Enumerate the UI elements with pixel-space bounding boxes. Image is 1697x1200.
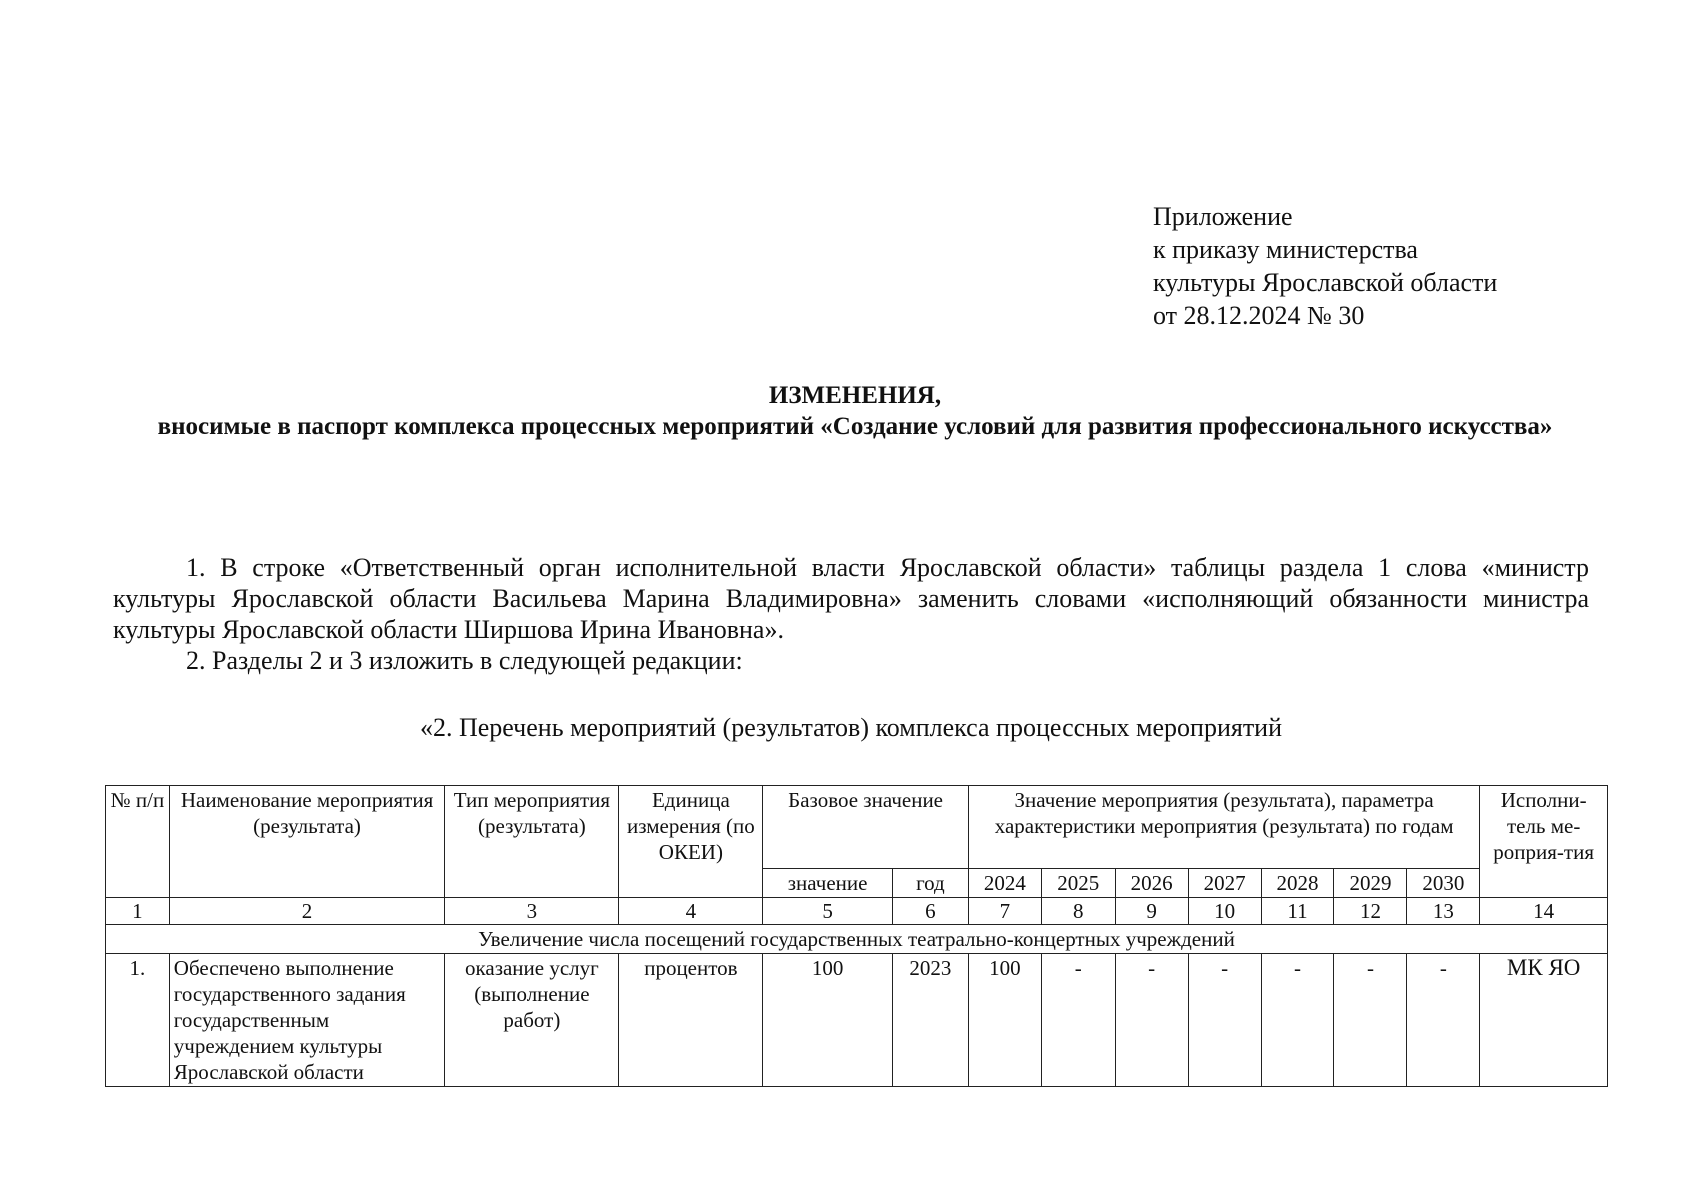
- row-unit: процентов: [619, 954, 763, 1087]
- header-year: 2029: [1334, 869, 1407, 898]
- header-executor: Исполни-тель ме-роприя-тия: [1480, 786, 1608, 898]
- header-unit: Единица измерения (по ОКЕИ): [619, 786, 763, 898]
- row-base-value: 100: [763, 954, 893, 1087]
- column-number: 9: [1115, 898, 1188, 925]
- column-number: 5: [763, 898, 893, 925]
- body-text: [113, 552, 1589, 676]
- row-name: Обеспечено выполнение государственного задания государственным учреждением культуры Ярославской области: [169, 954, 444, 1087]
- row-value: -: [1334, 954, 1407, 1087]
- column-number: 4: [619, 898, 763, 925]
- appendix-line: культуры Ярославской области: [1153, 268, 1498, 297]
- header-year: 2024: [968, 869, 1041, 898]
- column-number: 6: [892, 898, 968, 925]
- row-value: 100: [968, 954, 1041, 1087]
- table-row: [106, 954, 1608, 1087]
- row-value: -: [1261, 954, 1334, 1087]
- column-number: 1: [106, 898, 170, 925]
- column-number: 14: [1480, 898, 1608, 925]
- group-row: [106, 925, 1608, 954]
- column-number: 10: [1188, 898, 1261, 925]
- column-number: 8: [1041, 898, 1115, 925]
- row-executor: МК ЯО: [1480, 954, 1608, 1087]
- appendix-line: от 28.12.2024 № 30: [1153, 301, 1365, 330]
- row-value: -: [1188, 954, 1261, 1087]
- column-number-row: [106, 898, 1608, 925]
- row-type: оказание услуг (выполнение работ): [445, 954, 619, 1087]
- appendix-block: [1153, 200, 1497, 332]
- title-main: ИЗМЕНЕНИЯ,: [768, 382, 942, 409]
- header-year: 2028: [1261, 869, 1334, 898]
- appendix-line: Приложение: [1153, 202, 1293, 231]
- measures-table: [105, 785, 1608, 1087]
- row-base-year: 2023: [892, 954, 968, 1087]
- row-value: -: [1041, 954, 1115, 1087]
- header-year: 2025: [1041, 869, 1115, 898]
- header-type: Тип мероприятия (результата): [445, 786, 619, 898]
- header-row: [106, 786, 1608, 869]
- title-subtitle: вносимые в паспорт комплекса процессных мероприятий «Создание условий для развития профессионального искусства»: [157, 413, 1553, 440]
- header-year: 2030: [1407, 869, 1480, 898]
- column-number: 3: [445, 898, 619, 925]
- paragraph-1: 1. В строке «Ответственный орган исполнительной власти Ярославской области» таблицы раздела 1 слова «министр культуры Ярославской области Васильева Марина Владимировна» заменить словами «исполняющий обязанности министра культуры Ярославской области Ширшова Ирина Ивановна».: [113, 553, 1589, 644]
- column-number: 2: [169, 898, 444, 925]
- appendix-line: к приказу министерства: [1153, 235, 1418, 264]
- row-value: -: [1115, 954, 1188, 1087]
- column-number: 13: [1407, 898, 1480, 925]
- header-num: № п/п: [106, 786, 170, 898]
- column-number: 7: [968, 898, 1041, 925]
- header-base: Базовое значение: [763, 786, 969, 869]
- header-year: 2026: [1115, 869, 1188, 898]
- header-values-group: Значение мероприятия (результата), параметра характеристики мероприятия (результата) по годам: [968, 786, 1479, 869]
- row-num: 1.: [106, 954, 170, 1087]
- paragraph-2: 2. Разделы 2 и 3 изложить в следующей редакции:: [186, 646, 743, 675]
- column-number: 11: [1261, 898, 1334, 925]
- column-number: 12: [1334, 898, 1407, 925]
- header-base-year: год: [892, 869, 968, 898]
- header-name: Наименование мероприятия (результата): [169, 786, 444, 898]
- header-year: 2027: [1188, 869, 1261, 898]
- row-value: -: [1407, 954, 1480, 1087]
- header-base-value: значение: [763, 869, 893, 898]
- section-title: «2. Перечень мероприятий (результатов) комплекса процессных мероприятий: [419, 713, 1283, 742]
- group-row-label: Увеличение числа посещений государственных театрально-концертных учреждений: [106, 925, 1608, 954]
- document-title: [110, 380, 1600, 442]
